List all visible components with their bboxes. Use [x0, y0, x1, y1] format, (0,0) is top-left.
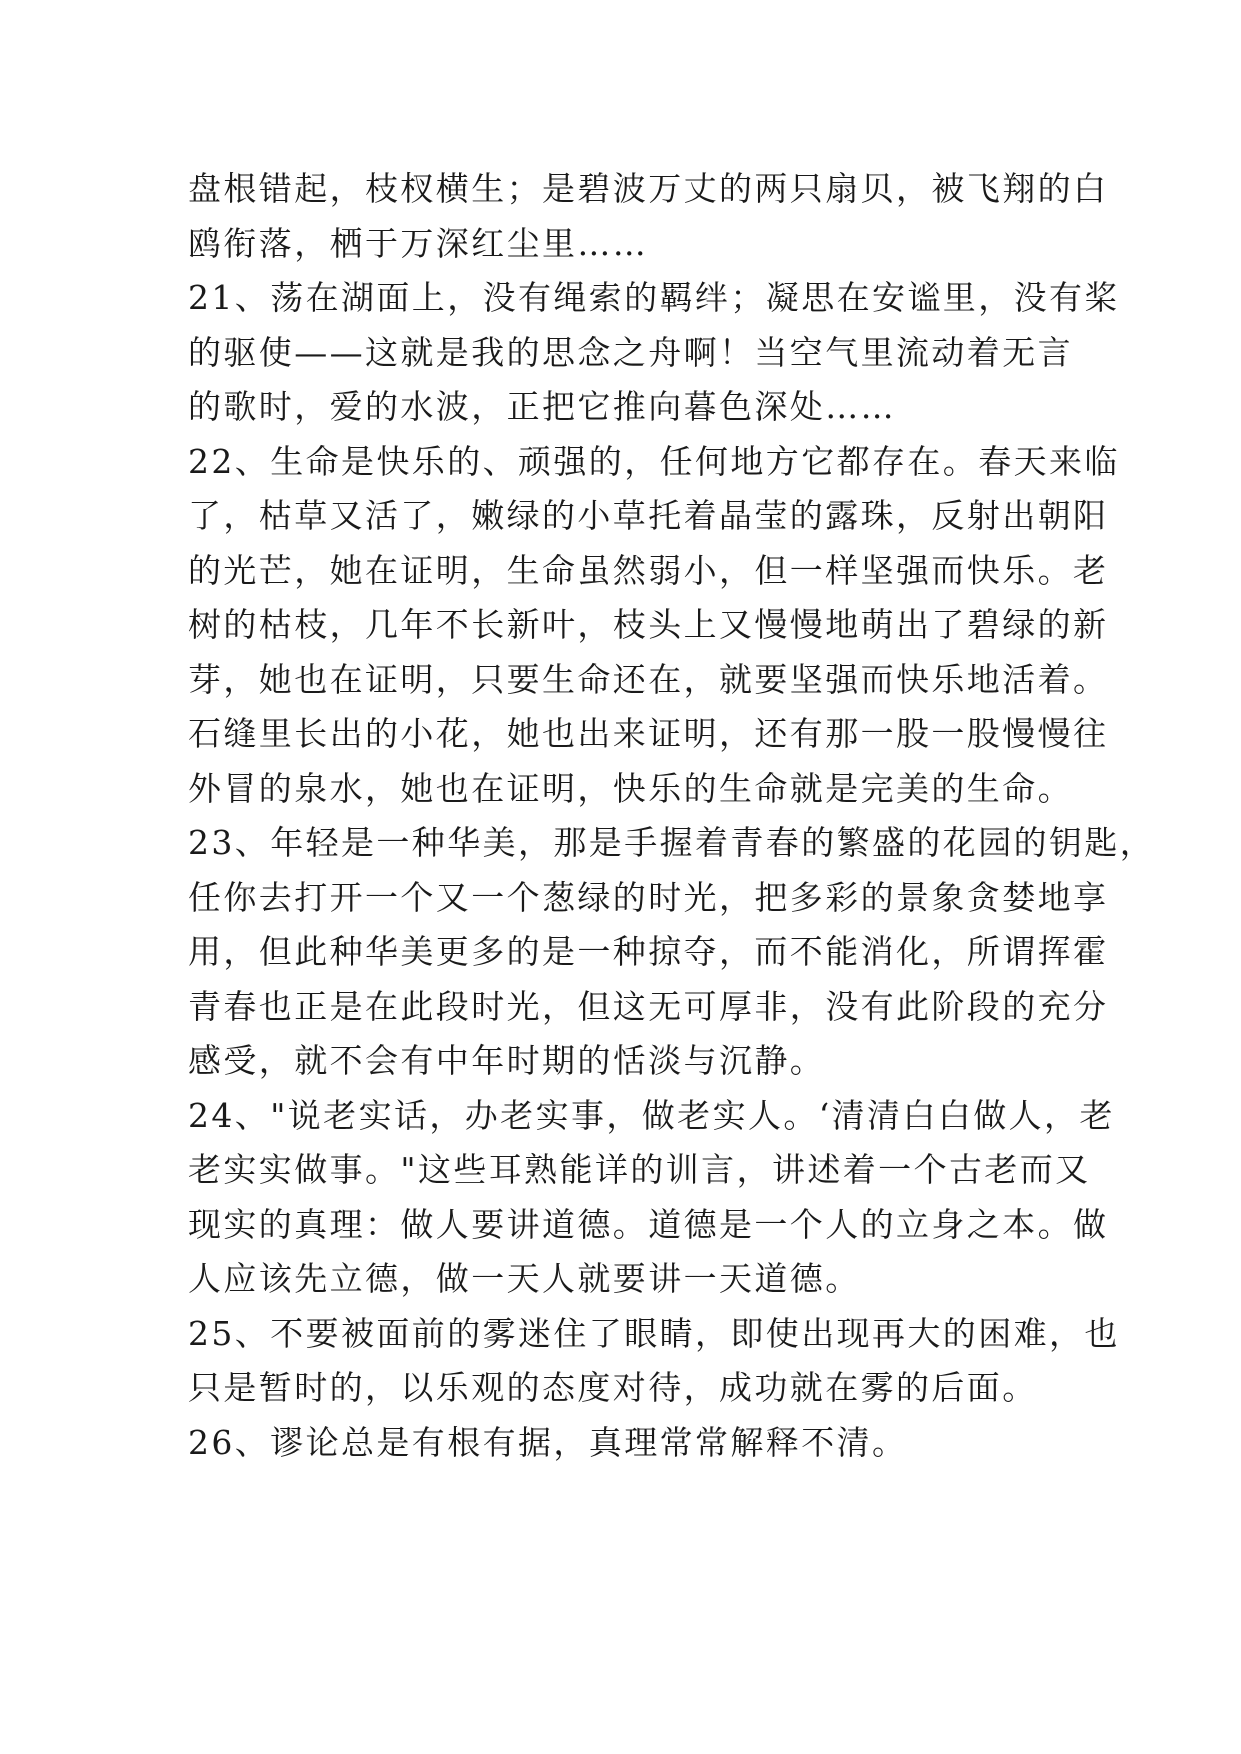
text-line: 盘根错起，枝杈横生；是碧波万丈的两只扇贝，被飞翔的白 [188, 169, 1109, 208]
text-line: 鸥衔落，栖于万深红尘里…… [188, 223, 649, 263]
text-line: 了，枯草又活了，嫩绿的小草托着晶莹的露珠，反射出朝阳 [188, 496, 1109, 535]
text-line: 22、生命是快乐的、顽强的，任何地方它都存在。春天来临 [188, 441, 1120, 481]
text-line: 26、谬论总是有根有据，真理常常解释不清。 [188, 1422, 908, 1462]
text-line: 24、"说老实话，办老实事，做老实人。‘清清白白做人，老 [188, 1095, 1115, 1135]
text-line: 的光芒，她在证明，生命虽然弱小，但一样坚强而快乐。老 [188, 550, 1109, 590]
text-line: 25、不要被面前的雾迷住了眼睛，即使出现再大的困难，也 [188, 1313, 1120, 1353]
text-line: 老实实做事。"这些耳熟能详的训言，讲述着一个古老而又 [188, 1150, 1091, 1189]
text-line: 23、年轻是一种华美，那是手握着青春的繁盛的花园的钥匙， [188, 823, 1156, 862]
text-line: 青春也正是在此段时光，但这无可厚非，没有此阶段的充分 [188, 986, 1109, 1026]
text-line: 芽，她也在证明，只要生命还在，就要坚强而快乐地活着。 [188, 659, 1109, 699]
text-line: 任你去打开一个又一个葱绿的时光，把多彩的景象贪婪地享 [188, 877, 1109, 917]
text-line: 的歌时，爱的水波，正把它推向暮色深处…… [188, 387, 896, 426]
text-line: 现实的真理：做人要讲道德。道德是一个人的立身之本。做 [188, 1204, 1109, 1244]
text-line: 树的枯枝，几年不长新叶，枝头上又慢慢地萌出了碧绿的新 [188, 605, 1109, 644]
text-line: 感受，就不会有中年时期的恬淡与沉静。 [188, 1041, 826, 1080]
body-text [188, 162, 1156, 1470]
text-line: 石缝里长出的小花，她也出来证明，还有那一股一股慢慢往 [188, 714, 1109, 753]
text-line: 外冒的泉水，她也在证明，快乐的生命就是完美的生命。 [188, 768, 1073, 808]
text-line: 只是暂时的，以乐观的态度对待，成功就在雾的后面。 [188, 1368, 1038, 1407]
text-line: 用，但此种华美更多的是一种掠夺，而不能消化，所谓挥霍 [188, 932, 1109, 971]
text-line: 人应该先立德，做一天人就要讲一天道德。 [188, 1259, 861, 1298]
text-line: 的驱使——这就是我的思念之舟啊！当空气里流动着无言 [188, 332, 1073, 372]
text-line: 21、荡在湖面上，没有绳索的羁绊；凝思在安谧里，没有桨 [188, 278, 1120, 317]
